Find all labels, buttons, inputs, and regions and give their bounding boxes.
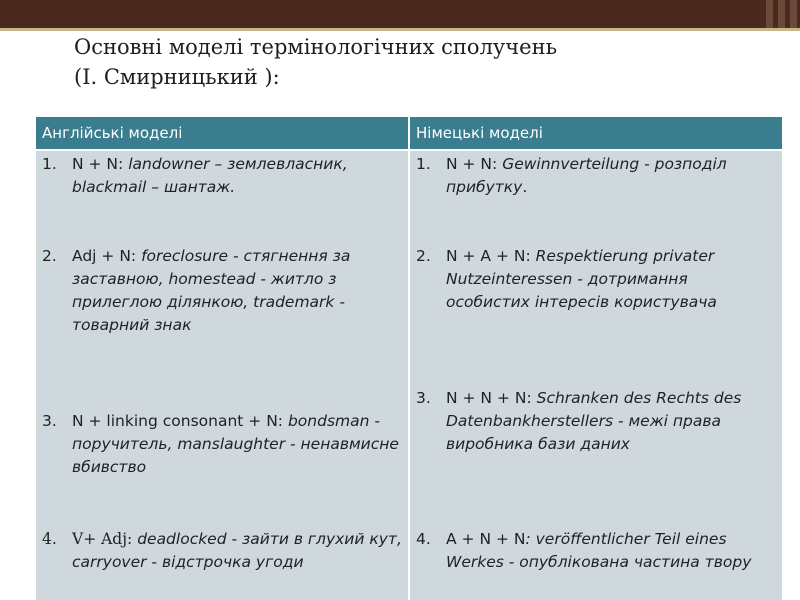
english-models-column [36,117,408,600]
model-example-tail: . [522,178,528,196]
german-models-body [410,151,782,600]
item-number: 1. [42,155,57,173]
model-example: landowner – землевласник, blackmail – шантаж. [72,155,348,196]
slide-title-line-2: (І. Смирницький ): [74,65,280,89]
item-number: 1. [416,155,431,173]
german-model-4 [416,528,776,574]
models-table [36,117,782,600]
item-number: 2. [42,247,57,265]
slide-title [74,32,774,92]
item-number: 2. [416,247,431,265]
model-pattern: N + N + N: [446,389,537,407]
german-model-1 [416,153,776,199]
english-models-body [36,151,408,600]
top-bar [0,0,800,28]
model-pattern: A + N + N [446,530,526,548]
corner-decoration [760,0,800,28]
model-pattern: N + A + N: [446,247,536,265]
german-models-column [410,117,782,600]
item-number: 4. [42,530,57,548]
english-model-2 [42,245,402,337]
model-pattern: N + linking consonant + N: [72,412,288,430]
english-model-1 [42,153,402,199]
model-example: : veröffentlicher Teil eines Werkes - опублікована частина твору [446,530,752,571]
german-model-2 [416,245,776,314]
slide-title-line-1: Основні моделі термінологічних сполучень [74,35,558,59]
top-bar-accent-line [0,28,800,31]
model-example: Gewinnverteilung - розподіл прибутку [446,155,727,196]
model-pattern: N + N: [446,155,503,173]
model-pattern: V+ Adj: [72,530,138,548]
model-pattern: Adj + N: [72,247,142,265]
item-number: 3. [42,412,57,430]
english-model-4 [42,528,402,574]
model-example: deadlocked - зайти в глухий кут, carryover - відстрочка угоди [72,530,402,571]
model-example: Respektierung privater Nutzeinteressen - дотримання особистих інтересів користувача [446,247,717,311]
english-models-header: Англійські моделі [36,117,408,149]
model-example: foreclosure - стягнення за заставною, homestead - житло з прилеглою ділянкою, trademark - товарний знак [72,247,351,334]
model-example: Schranken des Rechts des Datenbankherstellers - межі права виробника бази даних [446,389,742,453]
model-example: bondsman - поручитель, manslaughter - ненавмисне вбивство [72,412,399,476]
german-models-header: Німецькі моделі [410,117,782,149]
english-model-3 [42,410,402,479]
model-pattern: N + N: [72,155,129,173]
item-number: 4. [416,530,431,548]
german-model-3 [416,387,776,456]
item-number: 3. [416,389,431,407]
